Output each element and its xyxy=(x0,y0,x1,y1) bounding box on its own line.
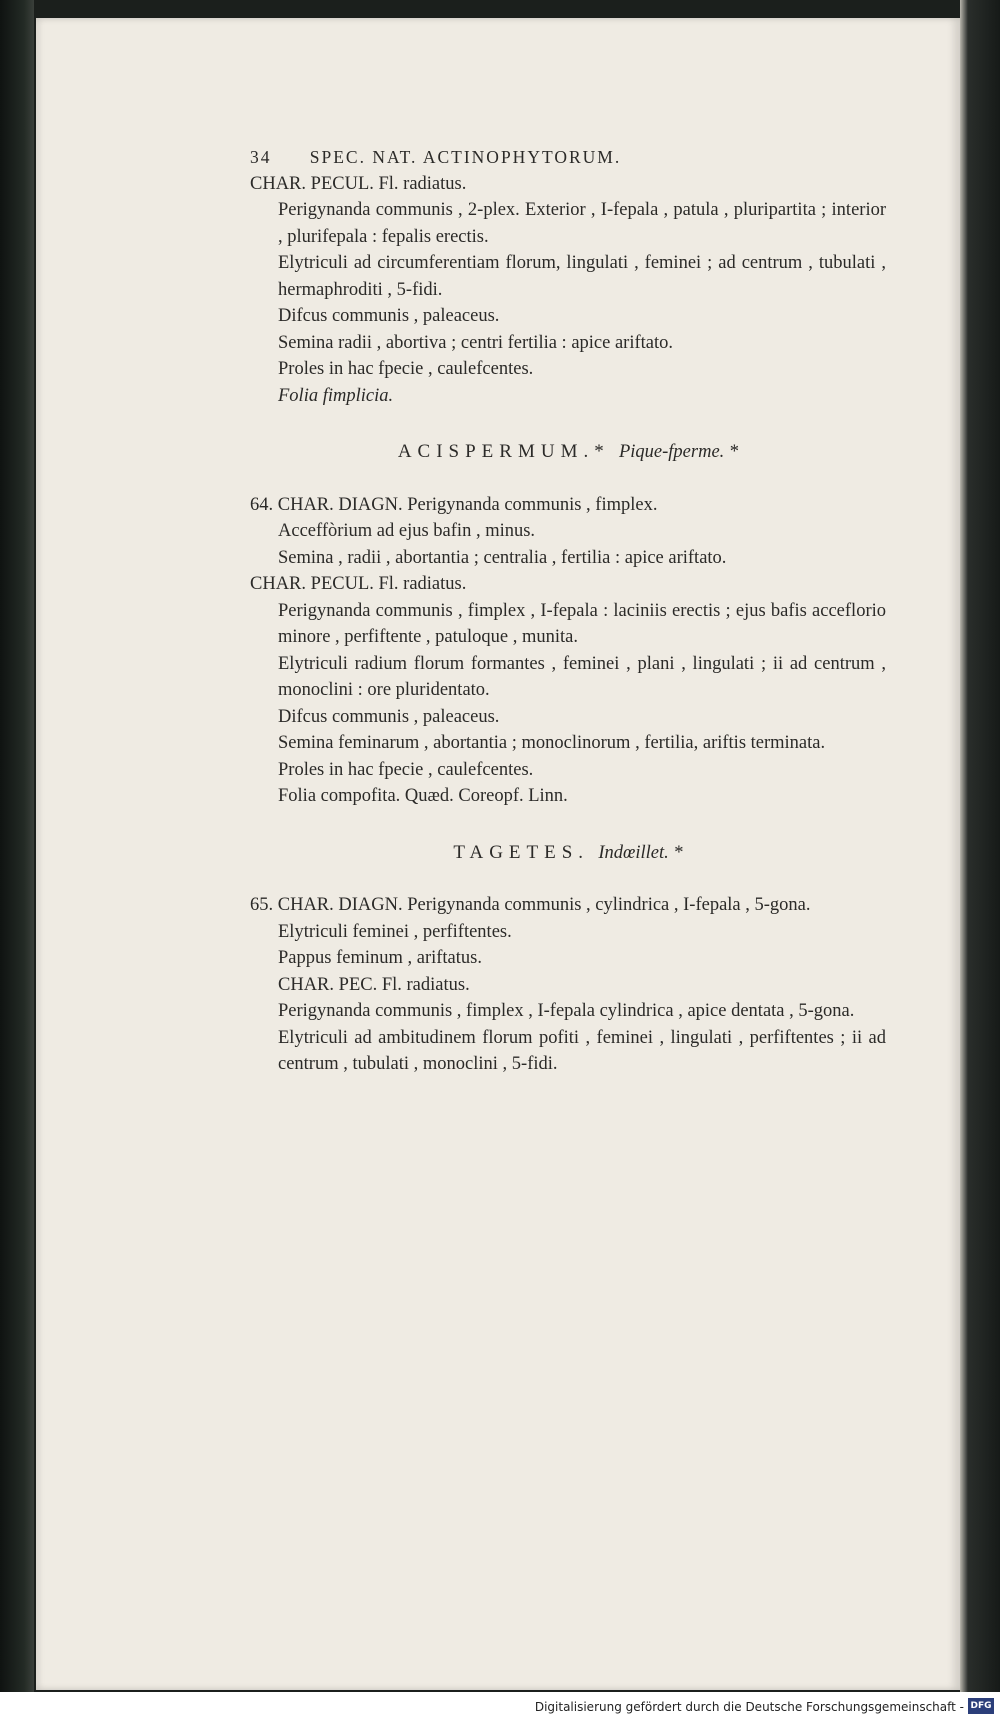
text-line: Folia fimplicia. xyxy=(278,385,394,406)
text-line: Semina radii , abortiva ; centri fertilia : apice ariftato. xyxy=(278,332,674,353)
section-heading-tagetes: TAGETES. Indœillet. * xyxy=(453,841,683,863)
text-line: Elytriculi ad circumferentiam florum, lingulati , feminei ; ad centrum , tubulati , hermaphroditi , 5-fidi. xyxy=(278,253,886,300)
section-line: Difcus communis , paleaceus. xyxy=(278,706,500,727)
section-line: CHAR. PECUL. Fl. radiatus. xyxy=(250,574,467,594)
section-line: Pappus feminum , ariftatus. xyxy=(278,948,482,968)
book-page xyxy=(36,18,960,1690)
section-line: Elytriculi feminei , perfiftentes. xyxy=(278,921,512,942)
text-line: Difcus communis , paleaceus. xyxy=(278,306,500,326)
section-line: Perigynanda communis , fimplex , I-fepala cylindrica , apice dentata , 5-gona. xyxy=(278,1001,855,1021)
page-number: 34 xyxy=(250,147,272,167)
section-heading-acispermum: ACISPERMUM.* Pique-fperme. * xyxy=(397,441,739,462)
section-line: Semina feminarum , abortantia ; monoclinorum , fertilia, ariftis terminata. xyxy=(278,733,826,753)
section-line: Elytriculi ad ambitudinem florum pofiti , feminei , lingulati , perfiftentes ; ii ad centrum , tubulati , monoclini , 5-fidi. xyxy=(278,1027,886,1074)
page-text xyxy=(250,144,886,1078)
footer-text: Digitalisierung gefördert durch die Deutsche Forschungsgemeinschaft - xyxy=(534,1700,964,1714)
section-line: Elytriculi radium florum formantes , feminei , plani , lingulati ; ii ad centrum , monoclini : ore pluridentato. xyxy=(278,653,886,700)
section-line: Proles in hac fpecie , caulefcentes. xyxy=(278,759,534,780)
text-line: Perigynanda communis , 2-plex. Exterior , I-fepala , patula , pluripartita ; interior , plurifepala : fepalis erectis. xyxy=(278,200,886,247)
book-spine-left xyxy=(0,0,34,1723)
section-line: 64. CHAR. DIAGN. Perigynanda communis , fimplex. xyxy=(250,494,658,515)
section-line: 65. CHAR. DIAGN. Perigynanda communis , cylindrica , I-fepala , 5-gona. xyxy=(250,895,811,915)
running-title: SPEC. NAT. ACTINOPHYTORUM. xyxy=(309,147,622,167)
book-edge-right xyxy=(960,0,1000,1723)
section-line: Semina , radii , abortantia ; centralia , fertilia : apice ariftato. xyxy=(278,547,727,568)
text-line: Proles in hac fpecie , caulefcentes. xyxy=(278,359,534,379)
genus-number: 64. xyxy=(250,494,274,515)
dfg-logo: DFG xyxy=(968,1698,994,1714)
section-line: Acceffòrium ad ejus bafin , minus. xyxy=(278,521,536,541)
digitization-footer xyxy=(0,1692,1000,1723)
char-pecul-line: CHAR. PECUL. Fl. radiatus. xyxy=(250,173,467,194)
genus-number: 65. xyxy=(250,895,274,915)
section-line: CHAR. PEC. Fl. radiatus. xyxy=(278,974,470,995)
running-head xyxy=(250,144,886,171)
section-line: Perigynanda communis , fimplex , I-fepala : laciniis erectis ; ejus bafis acceflorio minore , perfiftente , patuloque , munita. xyxy=(278,600,886,647)
section-line: Folia compofita. Quæd. Coreopf. Linn. xyxy=(278,786,568,806)
